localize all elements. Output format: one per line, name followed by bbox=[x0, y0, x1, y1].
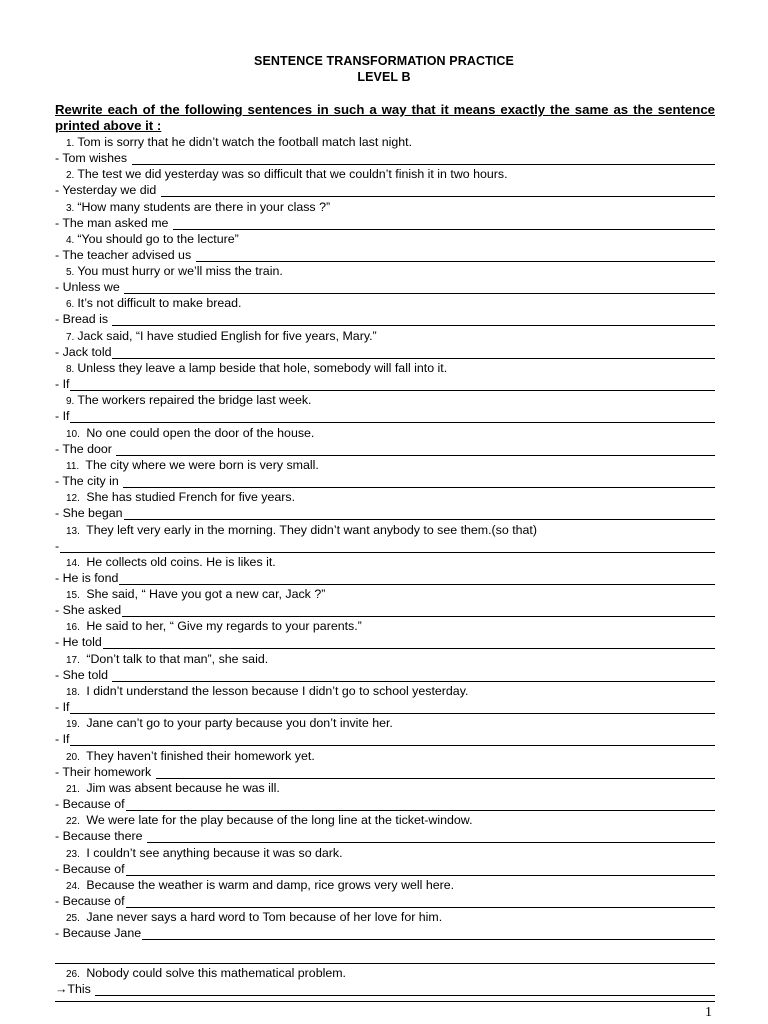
exercise-question-text: Nobody could solve this mathematical problem. bbox=[82, 966, 346, 981]
exercise-question-text: Unless they leave a lamp beside that hole, somebody will fall into it. bbox=[77, 361, 448, 376]
exercise-answer[interactable] bbox=[55, 570, 715, 585]
answer-line[interactable] bbox=[70, 701, 715, 714]
answer-line[interactable] bbox=[161, 184, 715, 197]
answer-prompt: - If bbox=[55, 732, 70, 747]
exercise-item bbox=[0, 554, 768, 586]
exercise-question-text: She has studied French for five years. bbox=[82, 490, 296, 505]
exercise-answer[interactable] bbox=[55, 247, 715, 262]
exercise-question bbox=[66, 684, 468, 698]
exercise-question bbox=[66, 329, 377, 343]
exercise-item bbox=[0, 425, 768, 457]
exercise-answer[interactable] bbox=[55, 408, 715, 423]
exercise-question bbox=[66, 716, 393, 730]
exercise-answer[interactable] bbox=[55, 441, 715, 456]
exercise-answer[interactable] bbox=[55, 861, 715, 876]
exercise-item bbox=[0, 586, 768, 618]
answer-prompt: - Because there bbox=[55, 829, 146, 844]
answer-line[interactable] bbox=[173, 217, 715, 230]
exercise-question-text: Jane can’t go to your party because you don’t invite her. bbox=[82, 716, 393, 731]
exercise-question bbox=[66, 587, 325, 601]
exercise-number: 19. bbox=[66, 719, 80, 731]
answer-prompt: - She began bbox=[55, 506, 123, 521]
exercise-answer[interactable] bbox=[55, 634, 715, 649]
exercise-answer[interactable] bbox=[55, 981, 715, 996]
instruction-text: Rewrite each of the following sentences in such a way that it means exactly the same as the sentence printed above it : bbox=[55, 102, 715, 133]
answer-line[interactable] bbox=[126, 863, 715, 876]
exercise-item bbox=[0, 812, 768, 844]
answer-prompt: - Jack told bbox=[55, 344, 112, 359]
answer-prompt: - If bbox=[55, 700, 70, 715]
exercise-number: 14. bbox=[66, 557, 80, 569]
answer-line[interactable] bbox=[132, 152, 715, 165]
exercise-question bbox=[66, 910, 442, 924]
answer-line[interactable] bbox=[147, 830, 715, 843]
exercise-question bbox=[66, 813, 473, 827]
exercise-number: 8. bbox=[66, 364, 75, 376]
exercise-question-text: It’s not difficult to make bread. bbox=[77, 296, 242, 311]
exercise-number: 24. bbox=[66, 880, 80, 892]
exercise-question-text: The city where we were born is very small. bbox=[82, 457, 319, 472]
exercise-item bbox=[0, 457, 768, 489]
exercise-question-text: You must hurry or we’ll miss the train. bbox=[77, 264, 283, 279]
exercise-question bbox=[66, 652, 268, 666]
blank-answer-line bbox=[55, 963, 715, 964]
exercise-number: 25. bbox=[66, 913, 80, 925]
answer-line[interactable] bbox=[95, 983, 715, 996]
answer-prompt: - He is fond bbox=[55, 570, 119, 585]
answer-line[interactable] bbox=[116, 443, 715, 456]
exercise-number: 10. bbox=[66, 428, 80, 440]
exercise-item bbox=[0, 965, 768, 997]
exercise-question-text: Jane never says a hard word to Tom because of her love for him. bbox=[82, 910, 443, 925]
answer-prompt: - Tom wishes bbox=[55, 151, 131, 165]
answer-line[interactable] bbox=[142, 927, 715, 940]
exercise-question-text: No one could open the door of the house. bbox=[82, 425, 315, 440]
exercise-answer[interactable] bbox=[55, 376, 715, 391]
exercise-item bbox=[0, 618, 768, 650]
exercise-answer[interactable] bbox=[55, 764, 715, 779]
exercise-question-text: They haven’t finished their homework yet. bbox=[82, 748, 315, 763]
answer-line[interactable] bbox=[126, 798, 715, 811]
exercise-question bbox=[66, 426, 314, 440]
exercise-answer[interactable] bbox=[55, 182, 715, 197]
exercise-question bbox=[66, 361, 447, 375]
exercise-question bbox=[66, 490, 295, 504]
exercise-question-text: Tom is sorry that he didn’t watch the football match last night. bbox=[77, 135, 413, 149]
exercise-answer[interactable] bbox=[55, 505, 715, 520]
exercise-number: 16. bbox=[66, 622, 80, 634]
exercise-answer[interactable] bbox=[55, 667, 715, 682]
answer-line[interactable] bbox=[156, 766, 715, 779]
answer-line[interactable] bbox=[112, 346, 715, 359]
exercise-question-text: Jack said, “I have studied English for five years, Mary.” bbox=[77, 328, 377, 343]
page-number: 1 bbox=[705, 1005, 712, 1020]
exercise-question-text: “You should go to the lecture” bbox=[77, 231, 239, 246]
answer-prompt: - The door bbox=[55, 441, 116, 456]
answer-prompt: - She told bbox=[55, 667, 112, 682]
exercise-question bbox=[66, 200, 330, 214]
exercise-number: 1. bbox=[66, 138, 75, 149]
answer-prompt: - bbox=[55, 538, 60, 553]
answer-line[interactable] bbox=[70, 378, 715, 391]
answer-line[interactable] bbox=[112, 669, 715, 682]
exercise-question-text: We were late for the play because of the long line at the ticket-window. bbox=[82, 813, 473, 828]
exercise-question-text: The workers repaired the bridge last week. bbox=[77, 393, 312, 408]
answer-line[interactable] bbox=[70, 410, 715, 423]
answer-line[interactable] bbox=[122, 604, 715, 617]
exercise-answer[interactable] bbox=[55, 344, 715, 359]
exercise-number: 7. bbox=[66, 331, 75, 343]
exercise-question bbox=[66, 458, 319, 472]
answer-line[interactable] bbox=[124, 507, 715, 520]
exercise-question-text: Because the weather is warm and damp, rice grows very well here. bbox=[82, 877, 455, 892]
exercise-answer[interactable] bbox=[55, 893, 715, 908]
exercise-question-text: “How many students are there in your class ?” bbox=[77, 199, 331, 214]
answer-line[interactable] bbox=[196, 249, 715, 262]
exercise-question bbox=[66, 878, 454, 892]
exercise-item bbox=[0, 845, 768, 877]
exercise-number: 2. bbox=[66, 170, 75, 182]
exercise-answer[interactable] bbox=[55, 925, 715, 940]
exercise-item bbox=[0, 522, 768, 554]
exercise-number: 6. bbox=[66, 299, 75, 311]
exercise-item bbox=[0, 392, 768, 424]
exercise-number: 20. bbox=[66, 751, 80, 763]
exercise-question-text: “Don’t talk to that man”, she said. bbox=[82, 651, 269, 666]
exercise-number: 12. bbox=[66, 493, 80, 505]
answer-prompt: - Because of bbox=[55, 796, 125, 811]
exercise-question bbox=[66, 523, 537, 537]
exercise-question-text: Jim was absent because he was ill. bbox=[82, 780, 280, 795]
exercise-question bbox=[66, 296, 242, 310]
exercise-item bbox=[0, 715, 768, 747]
exercise-item bbox=[0, 877, 768, 909]
exercise-item bbox=[0, 134, 768, 166]
answer-line[interactable] bbox=[112, 313, 715, 326]
page-subtitle: LEVEL B bbox=[357, 70, 411, 84]
exercise-number: 26. bbox=[66, 969, 80, 981]
exercise-question bbox=[66, 555, 276, 569]
exercise-answer[interactable] bbox=[55, 215, 715, 230]
exercise-item bbox=[0, 295, 768, 327]
exercise-answer[interactable] bbox=[55, 150, 715, 165]
exercise-item bbox=[0, 231, 768, 263]
exercise-number: 5. bbox=[66, 267, 75, 279]
exercise-number: 17. bbox=[66, 654, 80, 666]
exercise-question-text: They left very early in the morning. They didn’t want anybody to see them.(so that) bbox=[82, 522, 538, 537]
exercise-question bbox=[66, 846, 343, 860]
exercise-number: 11. bbox=[66, 460, 80, 472]
exercise-question-text: He collects old coins. He is likes it. bbox=[82, 554, 276, 569]
answer-line[interactable] bbox=[123, 475, 715, 488]
exercise-question bbox=[66, 232, 239, 246]
footer-rule bbox=[55, 1001, 715, 1002]
exercise-number: 22. bbox=[66, 816, 80, 828]
exercise-answer[interactable] bbox=[55, 828, 715, 843]
answer-prompt: - Because of bbox=[55, 893, 125, 908]
exercise-number: 21. bbox=[66, 783, 80, 795]
exercise-question-text: The test we did yesterday was so difficult that we couldn’t finish it in two hours. bbox=[77, 167, 508, 182]
exercise-number: 15. bbox=[66, 590, 80, 602]
exercise-number: 4. bbox=[66, 234, 75, 246]
answer-line[interactable] bbox=[60, 540, 715, 553]
exercise-number: 23. bbox=[66, 848, 80, 860]
exercise-list bbox=[0, 134, 768, 998]
exercise-question bbox=[66, 619, 362, 633]
exercise-question-text: She said, “ Have you got a new car, Jack ?” bbox=[82, 587, 326, 602]
exercise-item bbox=[0, 909, 768, 941]
answer-prompt: - If bbox=[55, 409, 70, 424]
exercise-number: 13. bbox=[66, 525, 80, 537]
answer-line[interactable] bbox=[124, 281, 715, 294]
answer-line[interactable] bbox=[126, 895, 715, 908]
answer-prompt: - Because Jane bbox=[55, 926, 142, 941]
exercise-answer[interactable] bbox=[55, 538, 715, 553]
exercise-question-text: I didn’t understand the lesson because I didn’t go to school yesterday. bbox=[82, 684, 469, 699]
exercise-item bbox=[0, 328, 768, 360]
answer-prompt: - The teacher advised us bbox=[55, 247, 195, 262]
exercise-answer[interactable] bbox=[55, 473, 715, 488]
exercise-question bbox=[66, 264, 283, 278]
exercise-item bbox=[0, 748, 768, 780]
exercise-answer[interactable] bbox=[55, 796, 715, 811]
answer-prompt: - Because of bbox=[55, 861, 125, 876]
exercise-question-text: He said to her, “ Give my regards to your parents.” bbox=[82, 619, 362, 634]
answer-prompt: - The man asked me bbox=[55, 215, 172, 230]
exercise-question bbox=[66, 966, 346, 980]
answer-prompt: →This bbox=[55, 982, 95, 997]
exercise-question bbox=[66, 781, 280, 795]
exercise-item bbox=[0, 683, 768, 715]
exercise-item bbox=[0, 263, 768, 295]
exercise-number: 18. bbox=[66, 687, 80, 699]
answer-prompt: - She asked bbox=[55, 603, 122, 618]
exercise-item bbox=[0, 360, 768, 392]
exercise-answer[interactable] bbox=[55, 279, 715, 294]
exercise-question-text: I couldn’t see anything because it was so dark. bbox=[82, 845, 343, 860]
answer-prompt: - Bread is bbox=[55, 312, 112, 327]
exercise-question bbox=[66, 749, 315, 763]
answer-prompt: - Unless we bbox=[55, 280, 124, 295]
answer-line[interactable] bbox=[70, 733, 715, 746]
exercise-question bbox=[66, 167, 508, 181]
exercise-item bbox=[0, 199, 768, 231]
exercise-item bbox=[0, 489, 768, 521]
exercise-number: 9. bbox=[66, 396, 75, 408]
exercise-answer[interactable] bbox=[55, 311, 715, 326]
exercise-item bbox=[0, 166, 768, 198]
exercise-question bbox=[66, 393, 312, 407]
exercise-number: 3. bbox=[66, 202, 75, 214]
answer-prompt: - Yesterday we did bbox=[55, 183, 160, 198]
exercise-answer[interactable] bbox=[55, 699, 715, 714]
answer-line[interactable] bbox=[103, 636, 715, 649]
exercise-question bbox=[66, 135, 412, 149]
page-title: SENTENCE TRANSFORMATION PRACTICE bbox=[254, 54, 514, 68]
exercise-answer[interactable] bbox=[55, 731, 715, 746]
exercise-item bbox=[0, 651, 768, 683]
answer-prompt: - The city in bbox=[55, 473, 123, 488]
exercise-answer[interactable] bbox=[55, 602, 715, 617]
exercise-item bbox=[0, 780, 768, 812]
answer-prompt: - Their homework bbox=[55, 764, 155, 779]
answer-prompt: - If bbox=[55, 377, 70, 392]
answer-line[interactable] bbox=[119, 572, 715, 585]
answer-prompt: - He told bbox=[55, 635, 102, 650]
